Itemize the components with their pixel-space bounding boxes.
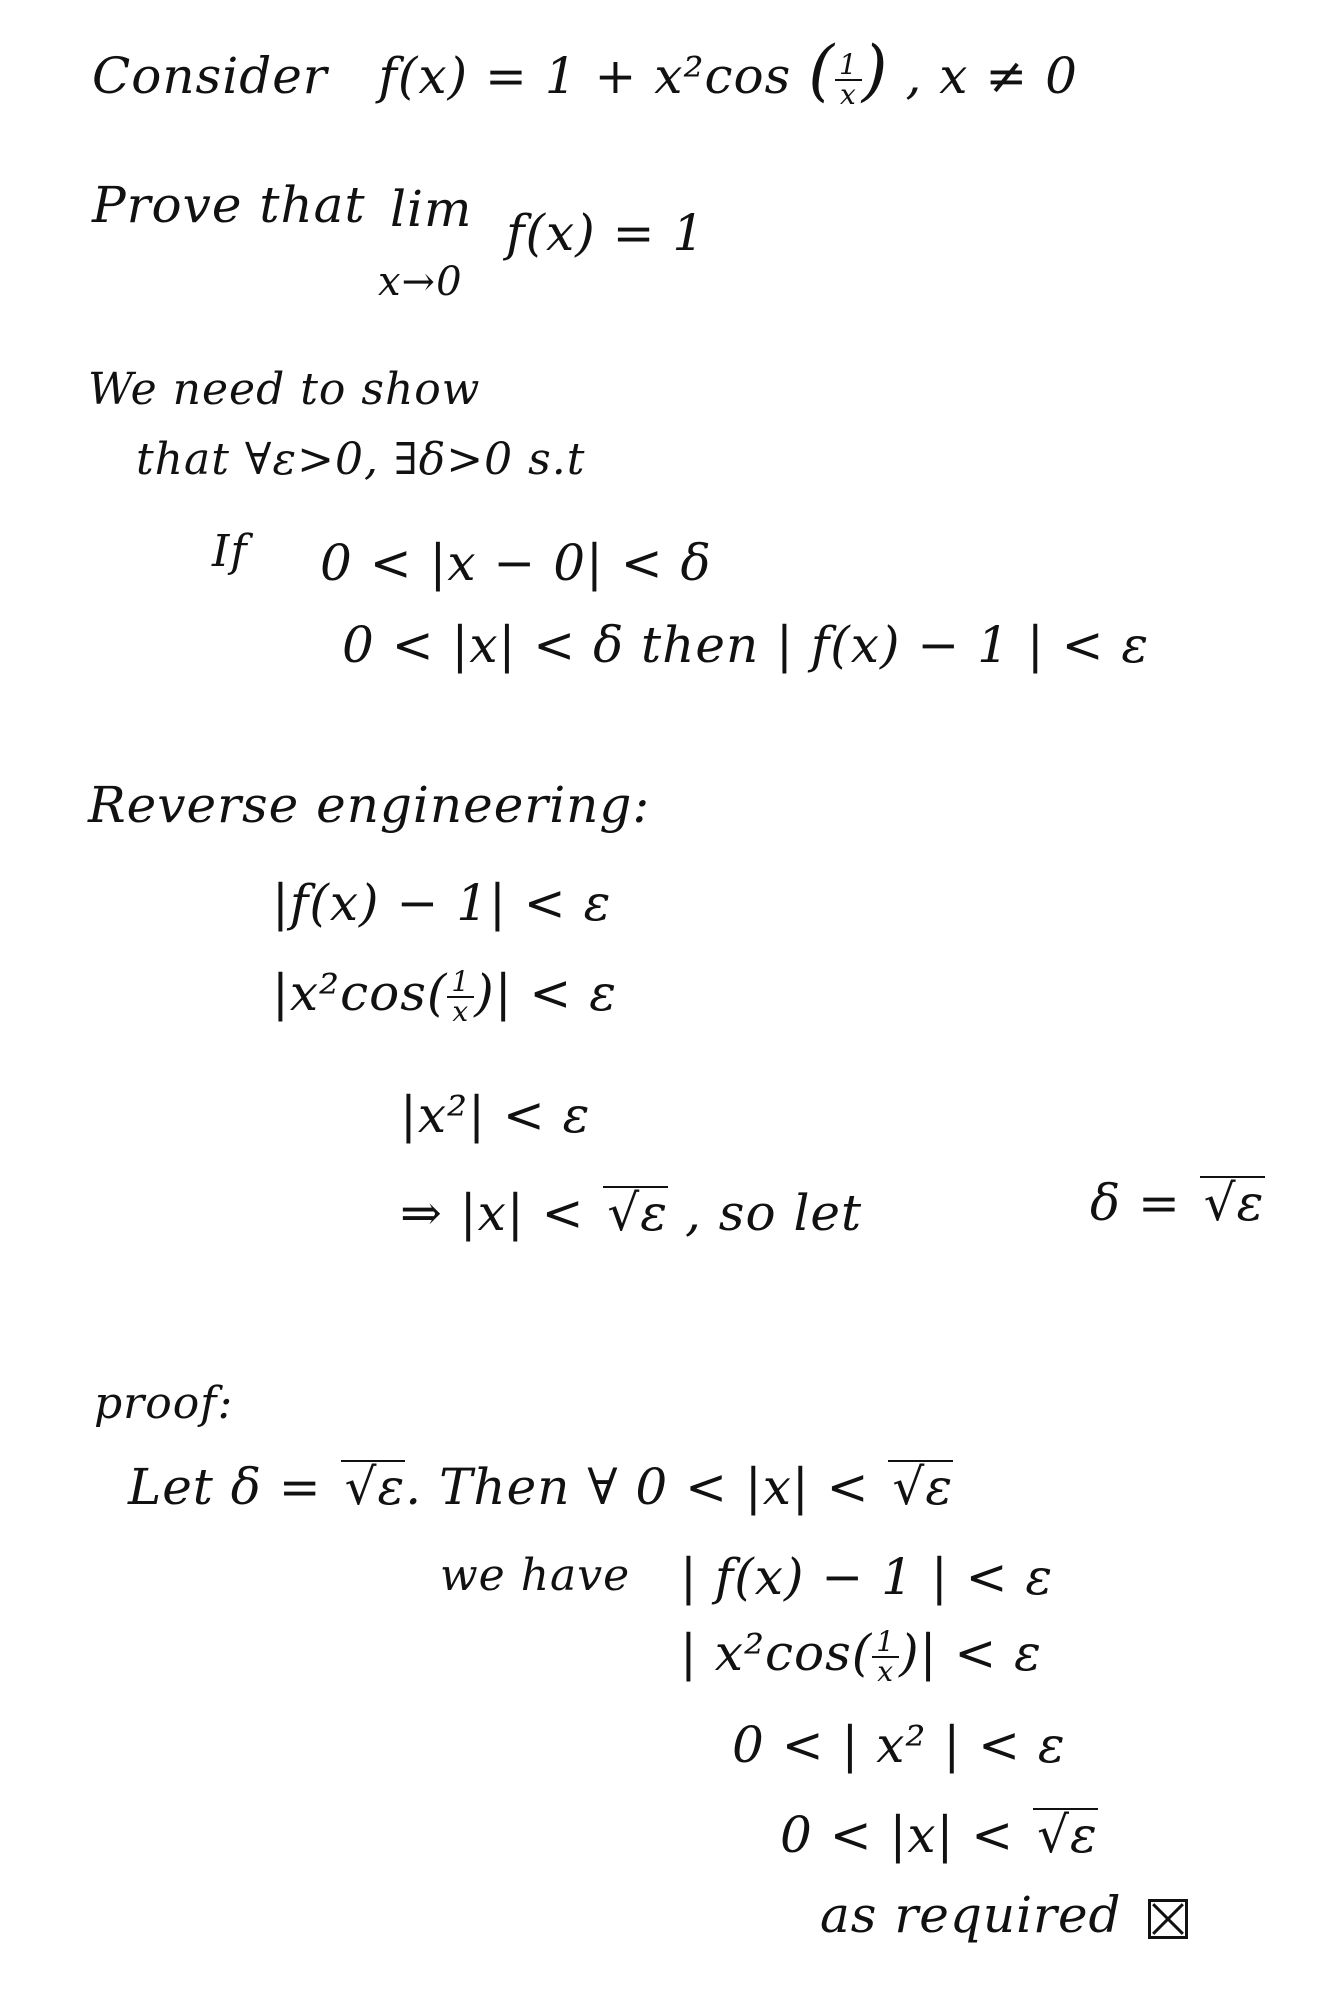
proof-step-1: | f(x) − 1 | < ε <box>680 1548 1054 1606</box>
consider-label: Consider <box>92 47 328 105</box>
prove-that-line <box>92 176 366 234</box>
prove-label: Prove that <box>92 176 366 234</box>
definition-line-4: 0 < |x| < δ then | f(x) − 1 | < ε <box>342 616 1150 674</box>
function-definition: f(x) = 1 + x²cos <box>378 47 792 105</box>
proof-heading: proof: <box>94 1378 234 1429</box>
definition-line-3: 0 < |x − 0| < δ <box>320 534 712 592</box>
sqrt-epsilon: √ε <box>603 1186 668 1238</box>
if-label: If <box>212 526 248 577</box>
one-over-x-fraction: $\frac{1}{x}$ <box>447 968 474 1026</box>
proof-let-line: Let δ = √ε. Then ∀ 0 < |x| < √ε <box>128 1458 954 1516</box>
proof-step-4: 0 < |x| < √ε <box>780 1806 1098 1864</box>
conclusion-line <box>820 1886 1188 1944</box>
proof-step-2: | x²cos( $\frac{1}{x}$ )| < ε <box>680 1624 1042 1688</box>
sqrt-epsilon: √ε <box>1033 1808 1098 1860</box>
reverse-step-4: ⇒ |x| < √ε , so let <box>400 1184 863 1242</box>
limit-word: lim <box>390 180 473 238</box>
reverse-step-3: |x²| < ε <box>400 1086 591 1144</box>
sqrt-epsilon: √ε <box>341 1460 406 1512</box>
reverse-step-2: |x²cos( $\frac{1}{x}$ )| < ε <box>272 964 618 1028</box>
proof-step-3: 0 < | x² | < ε <box>732 1716 1066 1774</box>
one-over-x-fraction: $\frac{1}{x}$ <box>835 51 862 109</box>
we-have-label: we have <box>440 1550 631 1601</box>
one-over-x-fraction: $\frac{1}{x}$ <box>872 1628 899 1686</box>
open-paren: ( <box>808 32 835 109</box>
sqrt-epsilon: √ε <box>888 1460 953 1512</box>
close-paren: ) <box>861 32 889 109</box>
sqrt-epsilon: √ε <box>1200 1176 1265 1228</box>
definition-line-1: We need to show <box>88 364 481 415</box>
definition-line-2: that ∀ε>0, ∃δ>0 s.t <box>136 434 586 485</box>
as-required-text: as required <box>820 1886 1122 1944</box>
domain-condition: , x ≠ 0 <box>905 47 1078 105</box>
reverse-step-1: |f(x) − 1| < ε <box>272 874 612 932</box>
limit-expression: f(x) = 1 <box>506 204 706 262</box>
delta-choice: δ = √ε <box>1090 1174 1265 1232</box>
problem-statement <box>92 32 1078 111</box>
limit-subscript: x→0 <box>378 259 463 305</box>
qed-box-icon <box>1148 1899 1188 1939</box>
reverse-engineering-heading: Reverse engineering: <box>88 776 651 834</box>
